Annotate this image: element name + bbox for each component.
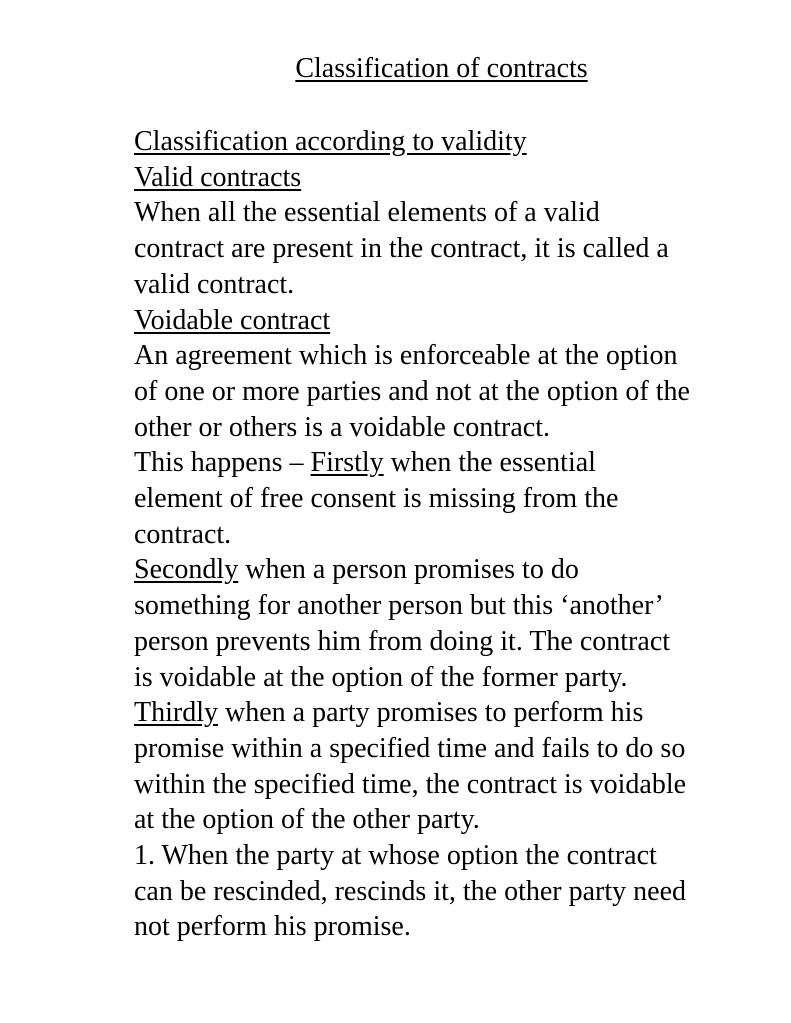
thirdly-line — [134, 695, 759, 731]
paragraph-line: contract. — [134, 518, 232, 550]
firstly-line — [134, 445, 759, 481]
page-title-text: Classification of contracts — [295, 53, 588, 84]
thirdly-rest: when a party promises to perform his — [218, 697, 644, 729]
firstly-rest: when the essential — [383, 447, 596, 479]
paragraph-line: promise within a specified time and fails to do so — [134, 732, 686, 764]
thirdly-label: Thirdly — [134, 697, 218, 729]
numbered-point-line: can be rescinded, rescinds it, the other party need — [134, 875, 687, 907]
voidable-contract-heading: Voidable contract — [134, 304, 331, 336]
numbered-point-line: not perform his promise. — [134, 911, 411, 943]
paragraph-line: valid contract. — [134, 268, 295, 300]
paragraph-line: contract are present in the contract, it is called a — [134, 233, 669, 265]
paragraph-line: An agreement which is enforceable at the option — [134, 340, 678, 372]
paragraph-line: at the option of the other party. — [134, 804, 480, 836]
page-title — [0, 50, 791, 88]
paragraph-line: When all the essential elements of a valid — [134, 197, 600, 229]
paragraph-line: element of free consent is missing from the — [134, 483, 619, 515]
secondly-line — [134, 552, 759, 588]
paragraph-line: of one or more parties and not at the option of the — [134, 375, 690, 407]
paragraph-line: person prevents him from doing it. The contract — [134, 625, 671, 657]
paragraph-line: other or others is a voidable contract. — [134, 411, 550, 443]
secondly-rest: when a person promises to do — [238, 554, 579, 586]
document-body — [134, 124, 759, 945]
valid-contracts-heading: Valid contracts — [134, 161, 302, 193]
paragraph-line: within the specified time, the contract is voidable — [134, 768, 687, 800]
firstly-label: Firstly — [310, 447, 384, 479]
paragraph-line: something for another person but this ‘another’ — [134, 590, 664, 622]
section-heading: Classification according to validity — [134, 126, 527, 157]
firstly-prefix: This happens – — [134, 447, 311, 479]
numbered-point-line: 1. When the party at whose option the contract — [134, 840, 657, 872]
secondly-label: Secondly — [134, 554, 239, 586]
paragraph-line: is voidable at the option of the former party. — [134, 661, 628, 693]
